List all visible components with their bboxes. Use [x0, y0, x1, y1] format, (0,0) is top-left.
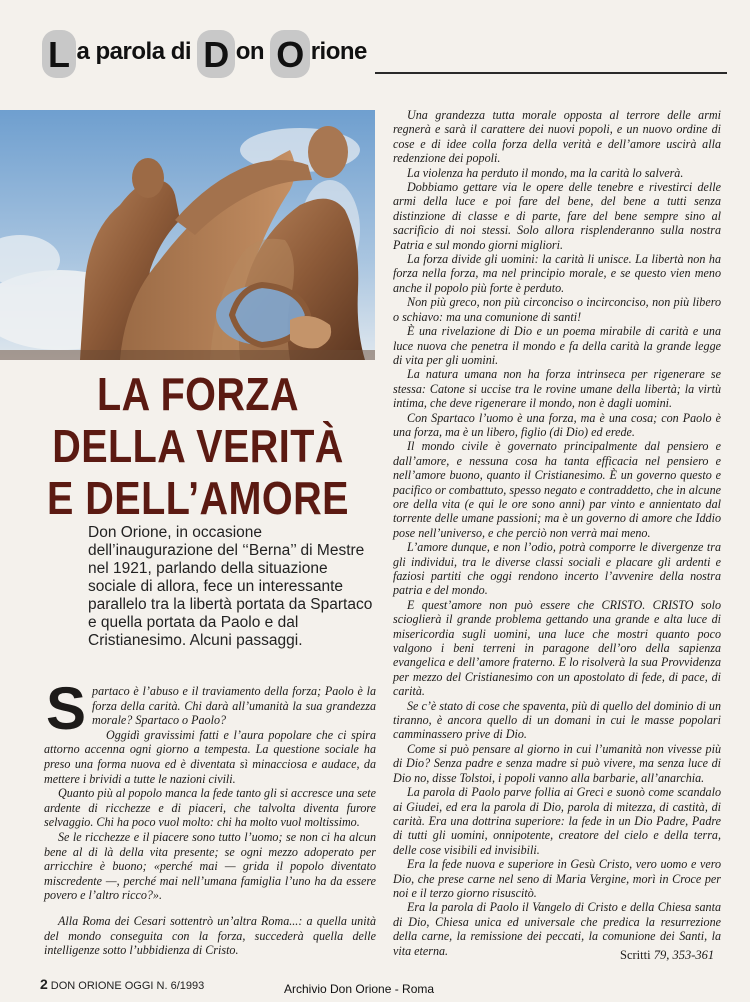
paragraph-2: Oggidì gravissimi fatti e l’aura popolare che ci spira attorno accenna ogni giorno a tempesta. La questione sociale ha preso una forma nuova ed è diventata sì minacciosa e audace, da mettere i brividi a tutte le nazioni civili.: [44, 727, 376, 786]
headline-line-3: E DELL’AMORE: [47, 472, 349, 524]
archive-watermark: Archivio Don Orione - Roma: [284, 982, 435, 996]
paragraph: Una grandezza tutta morale opposta al terrore delle armi regnerà e sarà il carattere dei nuovi popoli, e un nuovo ordine di cose e di idee colla forza della verità e dell’amore uscirà alla redenzione dei popoli.: [393, 108, 721, 166]
paragraph: Con Spartaco l’uomo è una forza, ma è una cosa; con Paolo è una forza, ma è un libero, figlio (di Dio) ed erede.: [393, 410, 721, 439]
paragraph: Come si può pensare al giorno in cui l’umanità non vivesse più di Dio? Senza padre e senza madre si può vivere, ma senza luce di Dio no, disse Tolstoi, i popoli vanno alla barbarie, all’anarchia.: [393, 741, 721, 785]
paragraph: Il mondo civile è governato principalmente dal pensiero e dall’amore, e nessuna cosa ha tanta efficacia nel pensiero e nell’amore buono, quanto il Cristianesimo. È un governo questo e pacifico or combattuto, spesso negato e contraddetto, che in alcune ore della vita (e qui le ore sono anni) par vinto e annientato dal torrente delle umane passioni; ma è un governo di amore che Iddio pose nell’universo, e che perciò non verrà mai meno.: [393, 439, 721, 540]
paragraph-5: Alla Roma dei Cesari sottentrò un’altra Roma...: a quella unità del mondo conseguita con la forza, succederà quella delle intelligenze sotto l’ubbidienza di Cristo.: [44, 913, 376, 958]
paragraph: Se c’è stato di cose che spaventa, più di quello del dominio di un tiranno, è ancora quello di un domani in cui le masse popolari camminassero prive di Dio.: [393, 698, 721, 742]
paragraph: La forza divide gli uomini: la carità li unisce. La libertà non ha forza nella forza, ma nel principio morale, e se questo vien meno anche il popolo più forte è perduto.: [393, 252, 721, 295]
paragraph: Era la fede nuova e superiore in Gesù Cristo, vero uomo e vero Dio, che prese carne nel seno di Maria Vergine, morì in Croce per noi e il terzo giorno risuscitò.: [393, 857, 721, 900]
rubric-title: [22, 30, 375, 78]
page-number: 2: [40, 976, 48, 992]
paragraph: È una rivelazione di Dio e un poema mirabile di carità e una luce nuova che penetra il mondo e fa della carità la grande legge di vita per gli uomini.: [393, 324, 721, 367]
paragraph-1: [44, 675, 376, 742]
paragraph-text: partaco è l’abuso e il traviamento della forza; Paolo è la forza della carità. Chi darà all’umanità la sua grandezza morale? Spartaco o Paolo?: [92, 684, 376, 728]
bronze-sculpture-illustration: [0, 110, 375, 360]
paragraph: La violenza ha perduto il mondo, ma la carità lo salverà.: [407, 165, 684, 180]
paragraph-3: Quanto più al popolo manca la fede tanto gli si accresce una sete ardente di ricchezze e di piaceri, che talvolta diventa furore selvaggio. Chi ha poco vuol molto: chi ha molto vuol moltissimo.: [44, 786, 376, 830]
left-column: [44, 675, 376, 958]
headline-line-2: DELLA VERITÀ: [52, 420, 344, 472]
paragraph-4: Se le ricchezze e il piacere sono tutto l’uomo; se non ci ha alcun bene al di là della vita presente; se ogni mezzo adoperato per arricchire è buono; «perché mai — grida il popolo diventato miscredente —, perché mai nell’umana famiglia l’uno ha da essere povero e l’altro ricco?».: [44, 829, 376, 903]
rubric-text-2: on: [235, 38, 271, 65]
rubric-text-1: a parola di: [76, 38, 198, 65]
drop-cap: S: [46, 675, 87, 742]
intro-paragraph: Don Orione, in occasione dell’inaugurazione del ‘‘Berna’’ di Mestre nel 1921, parlando della situazione sociale di allora, fece un interessante parallelo tra la libertà portata da Spartaco e quella portata da Paolo e dal Cristianesimo. Alcuni passaggi.: [88, 524, 373, 649]
sculpture-photo: [0, 110, 375, 360]
paragraph: L’amore dunque, e non l’odio, potrà comporre le divergenze tra gli individui, tra le diverse classi sociali e placare gli ardenti e faziosi partiti che oggi rendono incerto l’avvenire della nostra patria e del mondo.: [393, 540, 721, 598]
paragraph: La parola di Paolo parve follia ai Greci e suonò come scandalo ai Giudei, ed era la parola di Dio, parola di mitezza, di castità, di carità. Era una dottrina superiore: la fede in un Dio Padre, Padre di tutti gli uomini, onnipotente, creatore del cielo e della terra, delle cose visibili ed invisibili.: [393, 785, 721, 857]
source-citation: [620, 948, 714, 963]
section-rubric: [22, 24, 727, 84]
page-footer: [40, 976, 204, 992]
paragraph: Dobbiamo gettare via le opere delle tenebre e rivestirci delle armi della luce e poi fare del bene, del bene a tutti senza distinzione di classe e di parte, fare del bene sempre sino al sacrificio di noi stessi. Solo allora risplenderanno sulla nostra Patria e sul mondo giorni migliori.: [393, 180, 721, 252]
paragraph: E quest’amore non può essere che CRISTO. CRISTO solo scioglierà il grande problema gettando una grande e alta luce di misericordia sugli uomini, una luce che mostri quanto poco valgono i beni terreni in paragone dell’oro della sapienza evangelica e dell’amore fraterno. E lo risolverà la sua Provvidenza per mezzo del Cristianesimo con un apostolato di fede, di pace, di carità.: [393, 597, 721, 699]
rubric-text-3: rione: [310, 38, 367, 65]
rubric-initial-d: D: [197, 30, 235, 78]
rubric-initial-l: L: [42, 30, 76, 78]
right-column: [393, 108, 721, 958]
citation-label: Scritti: [620, 948, 654, 962]
paragraph: Non più greco, non più circonciso o incirconciso, non più libero o schiavo: ma una comunione di santi!: [393, 295, 721, 324]
magazine-issue: DON ORIONE OGGI N. 6/1993: [50, 980, 205, 992]
rubric-initial-o: O: [270, 30, 310, 78]
paragraph: La natura umana non ha forza intrinseca per rigenerare se stessa: Catone si uccise tra le rovine umane della libertà; la virtù intima, che deve rigenerare il mondo, non è dagli uomini.: [393, 367, 721, 411]
paragraph: Era la parola di Paolo il Vangelo di Cristo e della Chiesa santa di Dio, Chiesa unica ed universale che predica la resurrezione della carne, la remissione dei peccati, la comunione dei Santi, la vita eterna.: [393, 900, 721, 958]
citation-reference: 79, 353-361: [653, 948, 715, 962]
headline-line-1: LA FORZA: [97, 368, 299, 420]
headline: [43, 368, 353, 524]
